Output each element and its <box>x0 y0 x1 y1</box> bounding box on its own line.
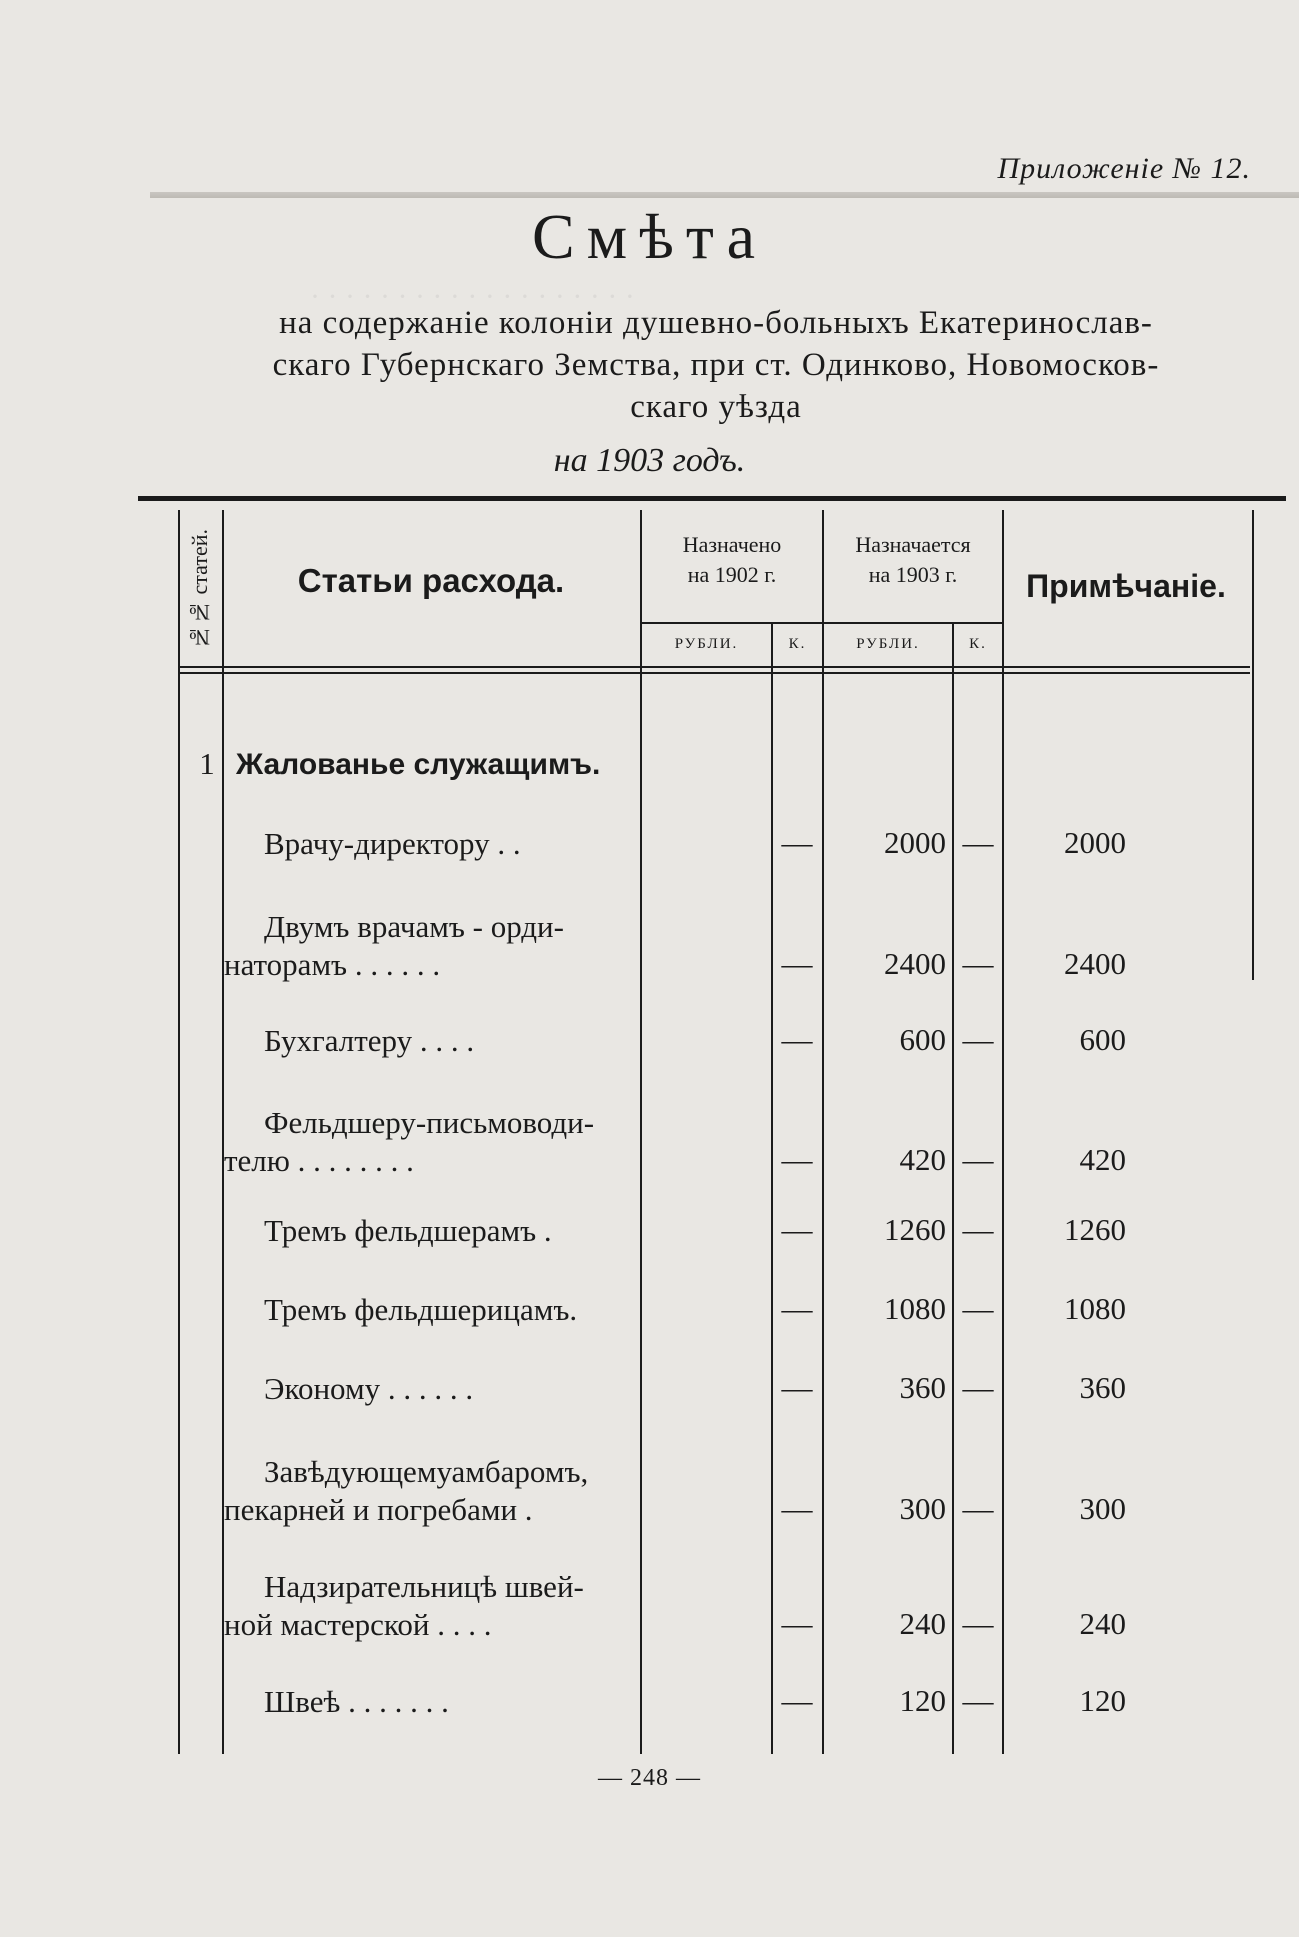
amount-1902-kopecks: — <box>781 1491 813 1526</box>
header-1903 <box>824 530 1002 590</box>
row-label-line1: Тремъ фельдшерамъ . <box>264 1213 552 1248</box>
show-through-texture: · · · · · · · · · · · · · · · · · · · <box>310 280 635 313</box>
amount-1902-kopecks: — <box>781 1022 813 1057</box>
amount-1903-rubles: 240 <box>1079 1606 1126 1641</box>
row-label-line2: наторамъ . . . . . . <box>224 947 441 982</box>
amount-1903-rubles: 1080 <box>1064 1291 1126 1326</box>
row-label <box>224 825 634 863</box>
row-label-line2: ной мастерской . . . . <box>224 1607 492 1642</box>
section-title: Жалованье служащимъ. <box>236 748 601 781</box>
amount-1903-kopecks: — <box>962 1022 994 1057</box>
amount-1903-kopecks: — <box>962 1370 994 1405</box>
amount-1903-kopecks: — <box>962 1491 994 1526</box>
year-line: на 1903 годъ. <box>553 442 746 479</box>
amount-1902-rubles: 420 <box>899 1142 946 1177</box>
document-subtitle <box>176 302 1256 428</box>
row-label <box>224 1022 634 1060</box>
amount-1902-rubles: 360 <box>899 1370 946 1405</box>
amount-1902-rubles: 2400 <box>884 946 946 981</box>
amount-1903-kopecks: — <box>962 1142 994 1177</box>
row-label <box>224 1370 634 1408</box>
subtitle-line: на содержаніе колоніи душевно-больныхъ Екатеринослав- <box>279 305 1153 341</box>
top-rule <box>150 192 1299 198</box>
column-divider <box>640 510 642 1754</box>
column-divider <box>178 510 180 1754</box>
amount-1902-kopecks: — <box>781 946 813 981</box>
amount-1903-rubles: 600 <box>1079 1022 1126 1057</box>
section-number: 1 <box>199 746 215 781</box>
column-divider <box>1252 510 1254 980</box>
table-top-rule <box>138 496 1286 501</box>
amount-1902-kopecks: — <box>781 1683 813 1718</box>
subheader-rubles-1902: РУБЛИ. <box>674 636 739 652</box>
amount-1903-kopecks: — <box>962 946 994 981</box>
amount-1902-rubles: 300 <box>899 1491 946 1526</box>
amount-1902-kopecks: — <box>781 1370 813 1405</box>
amount-1902-rubles: 1080 <box>884 1291 946 1326</box>
subheader-kopecks-1902: К. <box>788 636 807 652</box>
amount-1903-kopecks: — <box>962 1212 994 1247</box>
row-label-line2: телю . . . . . . . . <box>224 1143 414 1178</box>
amount-1902-kopecks: — <box>781 1291 813 1326</box>
table-header-rule <box>178 672 1250 674</box>
row-label-line2: пекарней и погребами . <box>224 1492 533 1527</box>
header-notes: Примѣчаніе. <box>1026 568 1226 604</box>
header-1902 <box>642 530 822 590</box>
header-items: Статьи расхода. <box>297 562 565 599</box>
row-label-line1: Надзирательницѣ швей- <box>264 1569 584 1604</box>
header-1902-line1: Назначено <box>682 532 782 557</box>
amount-1902-kopecks: — <box>781 1212 813 1247</box>
appendix-label: Приложеніе № 12. <box>997 152 1251 185</box>
row-label <box>224 1683 634 1721</box>
amount-1903-rubles: 120 <box>1079 1683 1126 1718</box>
amount-1903-rubles: 360 <box>1079 1370 1126 1405</box>
amount-1902-rubles: 240 <box>899 1606 946 1641</box>
table-header-rule <box>178 666 1250 668</box>
row-label <box>224 1104 634 1180</box>
amount-1902-kopecks: — <box>781 1142 813 1177</box>
column-divider <box>952 622 954 1754</box>
row-label <box>224 908 634 984</box>
row-label-line1: Швеѣ . . . . . . . <box>264 1684 449 1719</box>
header-1902-line2: на 1902 г. <box>687 562 777 587</box>
amount-1902-rubles: 120 <box>899 1683 946 1718</box>
row-label <box>224 1212 634 1250</box>
amount-1903-kopecks: — <box>962 825 994 860</box>
column-divider <box>822 510 824 1754</box>
header-item-number: №№ статей. <box>187 529 212 651</box>
header-1903-line2: на 1903 г. <box>868 562 958 587</box>
subheader-rule <box>640 622 1002 624</box>
subheader-kopecks-1903: К. <box>969 636 987 652</box>
document-title: Смѣта <box>531 201 768 272</box>
amount-1903-rubles: 1260 <box>1064 1212 1126 1247</box>
row-label <box>224 1568 634 1644</box>
row-label <box>224 1453 634 1529</box>
row-label-line1: Эконому . . . . . . <box>264 1371 474 1406</box>
amount-1903-kopecks: — <box>962 1606 994 1641</box>
row-label <box>224 1291 634 1329</box>
amount-1902-rubles: 1260 <box>884 1212 946 1247</box>
amount-1902-kopecks: — <box>781 1606 813 1641</box>
amount-1903-kopecks: — <box>962 1291 994 1326</box>
page-number: — 248 — <box>598 1765 701 1791</box>
column-divider <box>1002 510 1004 1754</box>
row-label-line1: Двумъ врачамъ - орди- <box>264 909 564 944</box>
subtitle-line: скаго Губернскаго Земства, при ст. Одинково, Новомосков- <box>272 347 1160 383</box>
row-label-line1: Врачу-директору . . <box>264 826 521 861</box>
amount-1903-rubles: 2400 <box>1064 946 1126 981</box>
amount-1903-rubles: 2000 <box>1064 825 1126 860</box>
amount-1903-kopecks: — <box>962 1683 994 1718</box>
amount-1902-kopecks: — <box>781 825 813 860</box>
amount-1902-rubles: 600 <box>899 1022 946 1057</box>
amount-1902-rubles: 2000 <box>884 825 946 860</box>
subheader-rubles-1903: РУБЛИ. <box>856 636 920 652</box>
amount-1903-rubles: 300 <box>1079 1491 1126 1526</box>
row-label-line1: Тремъ фельдшерицамъ. <box>264 1292 578 1327</box>
amount-1903-rubles: 420 <box>1079 1142 1126 1177</box>
column-divider <box>771 622 773 1754</box>
header-1903-line1: Назначается <box>855 532 971 557</box>
row-label-line1: Завѣдующемуамбаромъ, <box>264 1454 589 1489</box>
row-label-line1: Бухгалтеру . . . . <box>264 1023 475 1058</box>
subtitle-line: скаго уѣзда <box>630 389 802 425</box>
row-label-line1: Фельдшеру-письмоводи- <box>264 1105 595 1140</box>
